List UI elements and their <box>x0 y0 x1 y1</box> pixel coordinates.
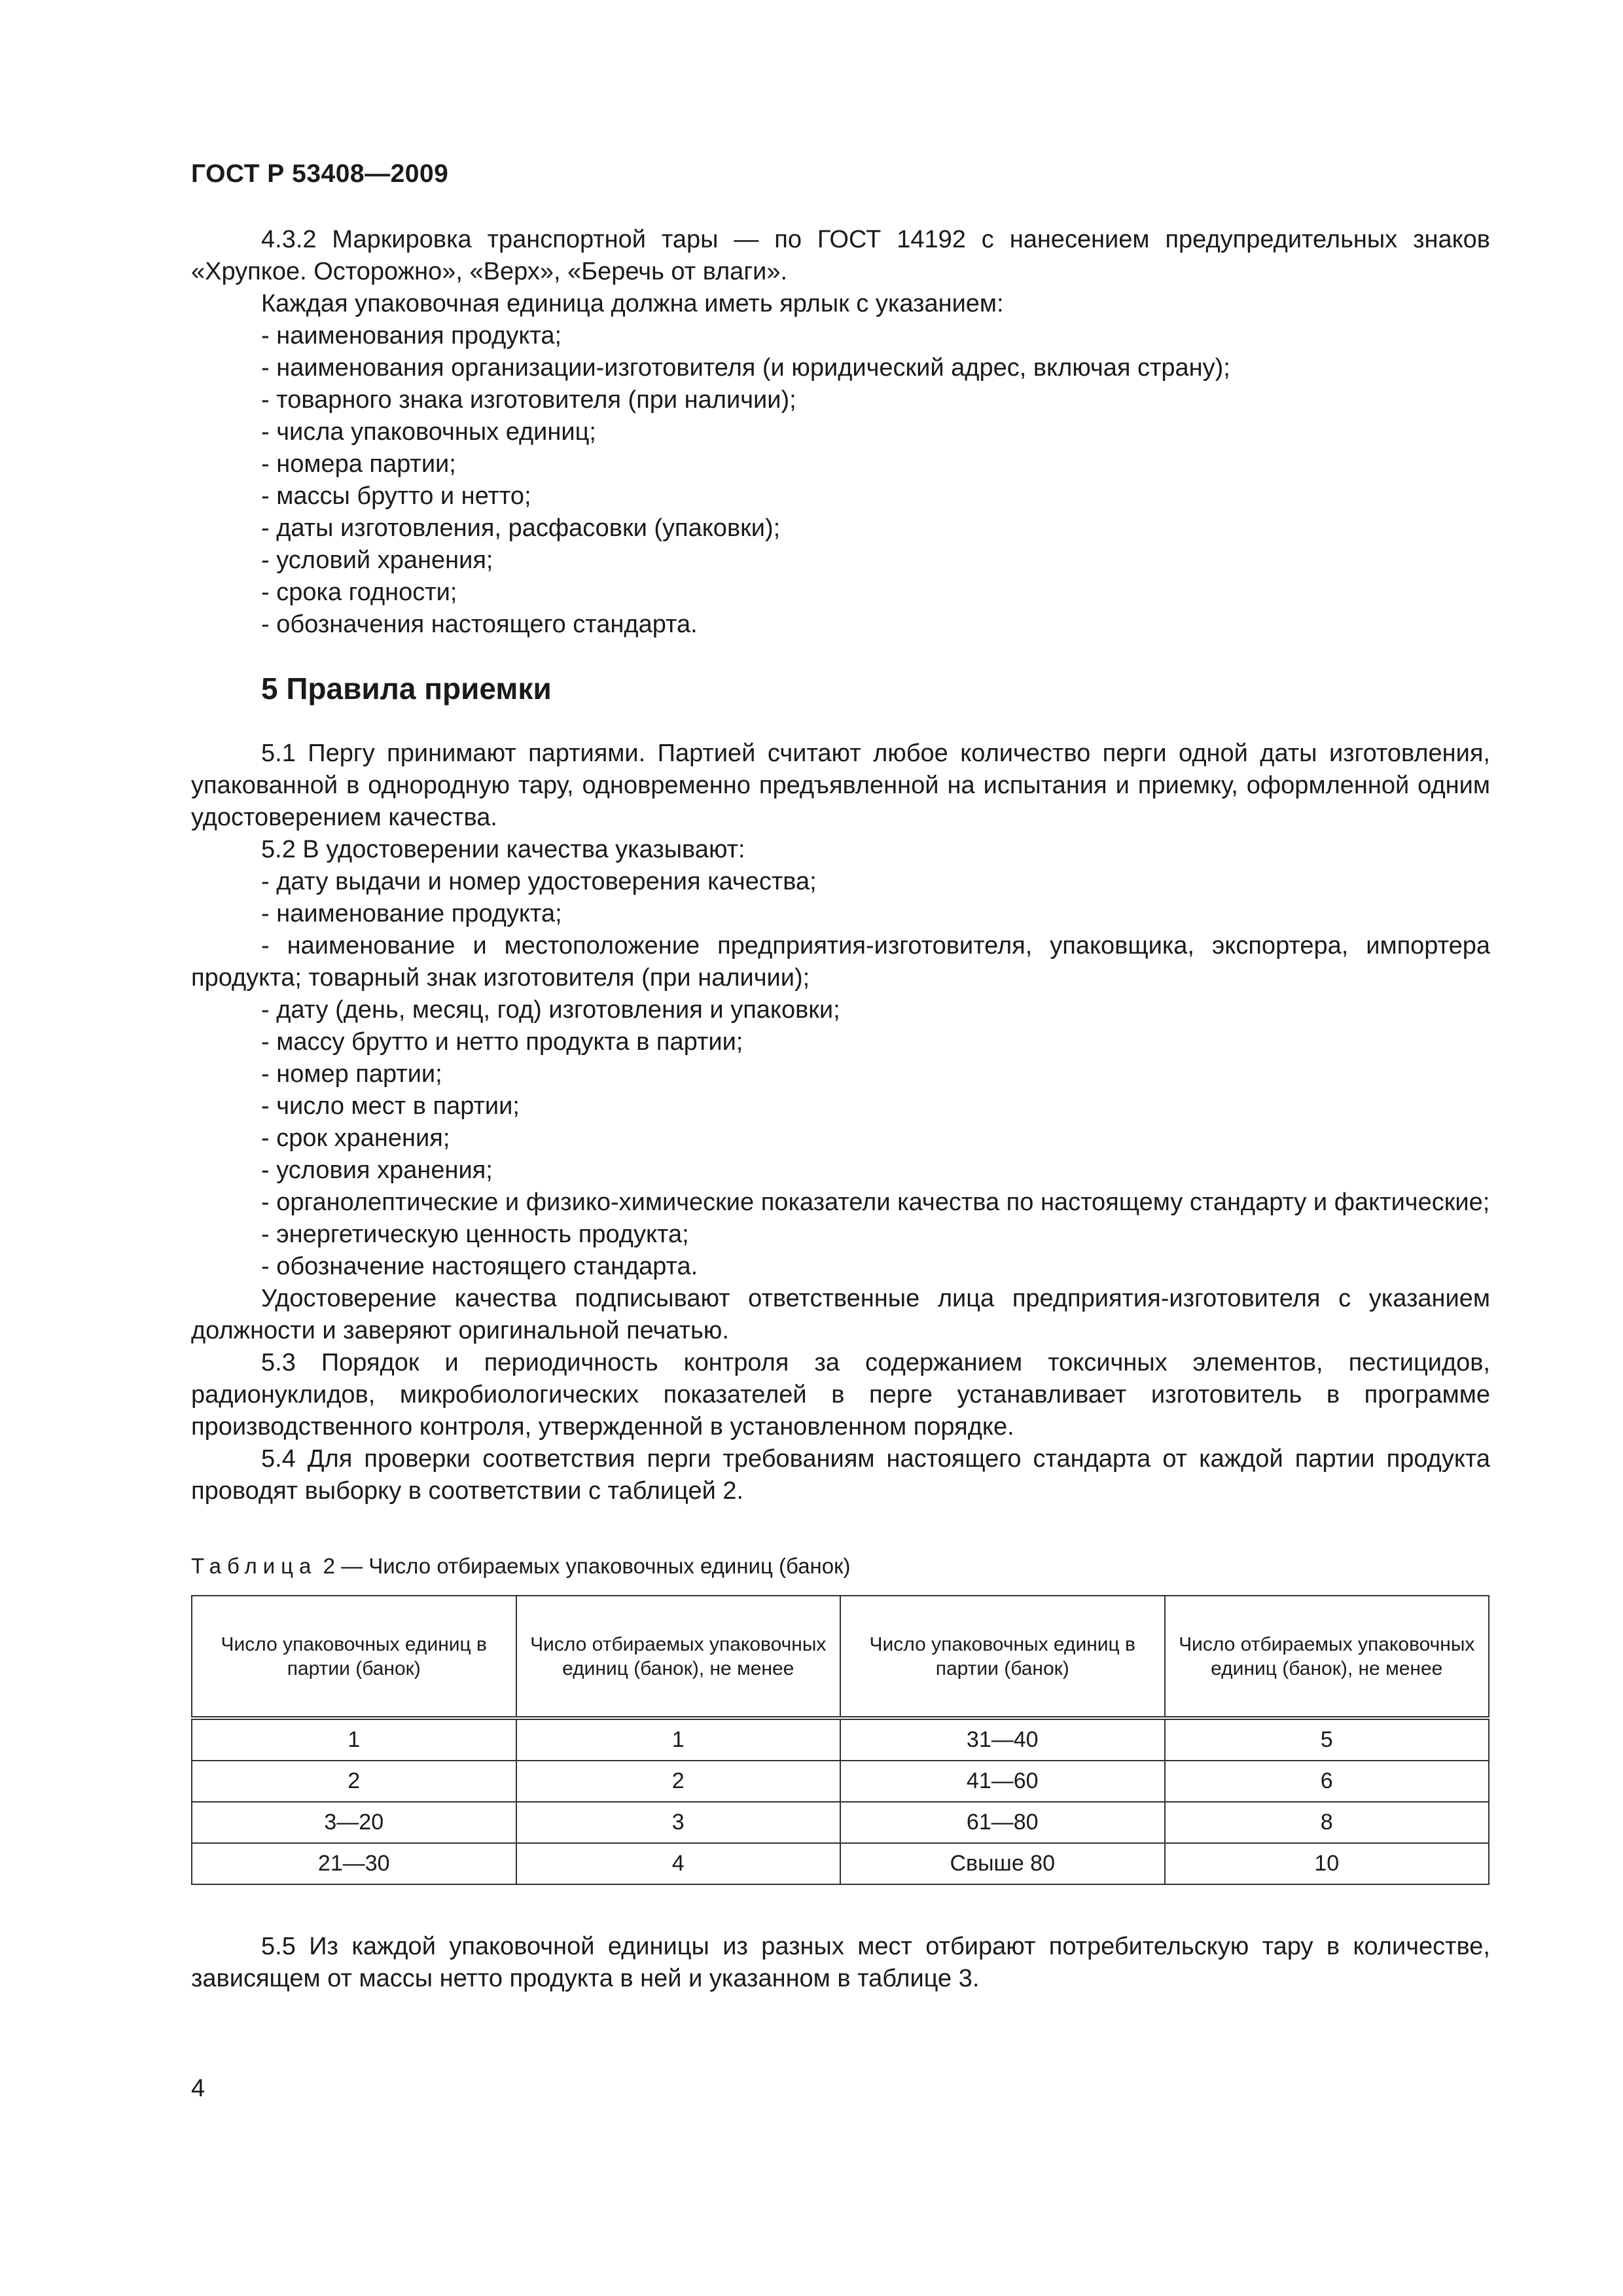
list-item: - массу брутто и нетто продукта в партии; <box>261 1028 743 1056</box>
list-item: - условия хранения; <box>261 1157 493 1184</box>
table-row <box>192 1802 1489 1843</box>
table-row <box>192 1761 1489 1802</box>
list-item: - номера партии; <box>261 450 456 478</box>
list-item: - дату выдачи и номер удостоверения качества; <box>261 868 817 895</box>
paragraph-4-3-2: 4.3.2 Маркировка транспортной тары — по ГОСТ 14192 с нанесением предупредительных знаков «Хрупкое. Осторожно», «Верх», «Беречь от влаги». <box>191 226 1490 285</box>
list-item: - обозначения настоящего стандарта. <box>261 611 698 638</box>
table-caption-text: 2 — Число отбираемых упаковочных единиц (банок) <box>323 1554 851 1578</box>
table-row <box>192 1843 1489 1884</box>
list-item: - органолептические и физико-химические показатели качества по настоящему стандарту и фактические; <box>261 1189 1490 1216</box>
document-body <box>191 224 1490 1995</box>
table-cell: 1 <box>516 1718 841 1761</box>
list-item: - товарного знака изготовителя (при наличии); <box>261 386 796 414</box>
list-item: - числа упаковочных единиц; <box>261 418 596 446</box>
table-cell: 1 <box>192 1718 516 1761</box>
paragraph-5-5: 5.5 Из каждой упаковочной единицы из разных мест отбирают потребительскую тару в количестве, зависящем от массы нетто продукта в ней и указанном в таблице 3. <box>191 1933 1490 1992</box>
list-item: - условий хранения; <box>261 547 493 574</box>
paragraph-label-requirements: Каждая упаковочная единица должна иметь ярлык с указанием: <box>261 290 1004 317</box>
paragraph-5-4: 5.4 Для проверки соответствия перги требованиям настоящего стандарта от каждой партии продукта проводят выборку в соответствии с таблицей 2. <box>191 1445 1490 1505</box>
standard-header: ГОСТ Р 53408—2009 <box>191 160 449 188</box>
list-item: - наименования продукта; <box>261 322 562 350</box>
list-item: - наименование продукта; <box>261 900 562 927</box>
table-cell: 3 <box>516 1802 841 1843</box>
table-cell: 41—60 <box>840 1761 1165 1802</box>
list-item: - обозначение настоящего стандарта. <box>261 1253 698 1280</box>
table-cell: 31—40 <box>840 1718 1165 1761</box>
table-cell: 3—20 <box>192 1802 516 1843</box>
table-cell: 6 <box>1165 1761 1489 1802</box>
table-cell: 8 <box>1165 1802 1489 1843</box>
list-item: - массы брутто и нетто; <box>261 482 531 510</box>
table-header-row <box>192 1596 1489 1718</box>
section-title: 5 Правила приемки <box>261 672 552 706</box>
paragraph-signature: Удостоверение качества подписывают ответственные лица предприятия-изготовителя с указанием должности и заверяют оригинальной печатью. <box>191 1285 1490 1344</box>
paragraph-5-2: 5.2 В удостоверении качества указывают: <box>261 836 745 863</box>
table-cell: 21—30 <box>192 1843 516 1884</box>
list-item: - даты изготовления, расфасовки (упаковки); <box>261 514 781 542</box>
list-item: - число мест в партии; <box>261 1092 520 1120</box>
list-item: - наименование и местоположение предприятия-изготовителя, упаковщика, экспортера, импортера продукта; товарный знак изготовителя (при наличии); <box>191 932 1490 992</box>
list-item: - номер партии; <box>261 1060 442 1088</box>
paragraph-5-3: 5.3 Порядок и периодичность контроля за содержанием токсичных элементов, пестицидов, радионуклидов, микробиологических показателей в перге устанавливает изготовитель в программе производственного контроля, утвержденной в установленном порядке. <box>191 1349 1490 1441</box>
table-row <box>192 1718 1489 1761</box>
list-item: - энергетическую ценность продукта; <box>261 1221 689 1248</box>
list-item: - дату (день, месяц, год) изготовления и упаковки; <box>261 996 840 1024</box>
table-2 <box>191 1595 1489 1885</box>
table-cell: Свыше 80 <box>840 1843 1165 1884</box>
table-caption <box>191 1553 1490 1579</box>
list-item: - срок хранения; <box>261 1124 450 1152</box>
table-header-cell: Число отбираемых упаковочных единиц (банок), не менее <box>1165 1596 1489 1718</box>
list-item: - наименования организации-изготовителя (и юридический адрес, включая страну); <box>261 354 1230 382</box>
table-cell: 10 <box>1165 1843 1489 1884</box>
table-cell: 2 <box>192 1761 516 1802</box>
table-cell: 5 <box>1165 1718 1489 1761</box>
paragraph-5-1: 5.1 Пергу принимают партиями. Партией считают любое количество перги одной даты изготовления, упакованной в однородную тару, одновременно предъявленной на испытания и приемку, оформленной одним удостоверением качества. <box>191 740 1490 831</box>
list-item: - срока годности; <box>261 579 457 606</box>
table-caption-word: Таблица <box>191 1554 317 1578</box>
table-cell: 4 <box>516 1843 841 1884</box>
table-header-cell: Число упаковочных единиц в партии (банок) <box>192 1596 516 1718</box>
table-cell: 61—80 <box>840 1802 1165 1843</box>
table-cell: 2 <box>516 1761 841 1802</box>
table-header-cell: Число отбираемых упаковочных единиц (банок), не менее <box>516 1596 841 1718</box>
table-header-cell: Число упаковочных единиц в партии (банок) <box>840 1596 1165 1718</box>
page-number: 4 <box>191 2075 205 2102</box>
